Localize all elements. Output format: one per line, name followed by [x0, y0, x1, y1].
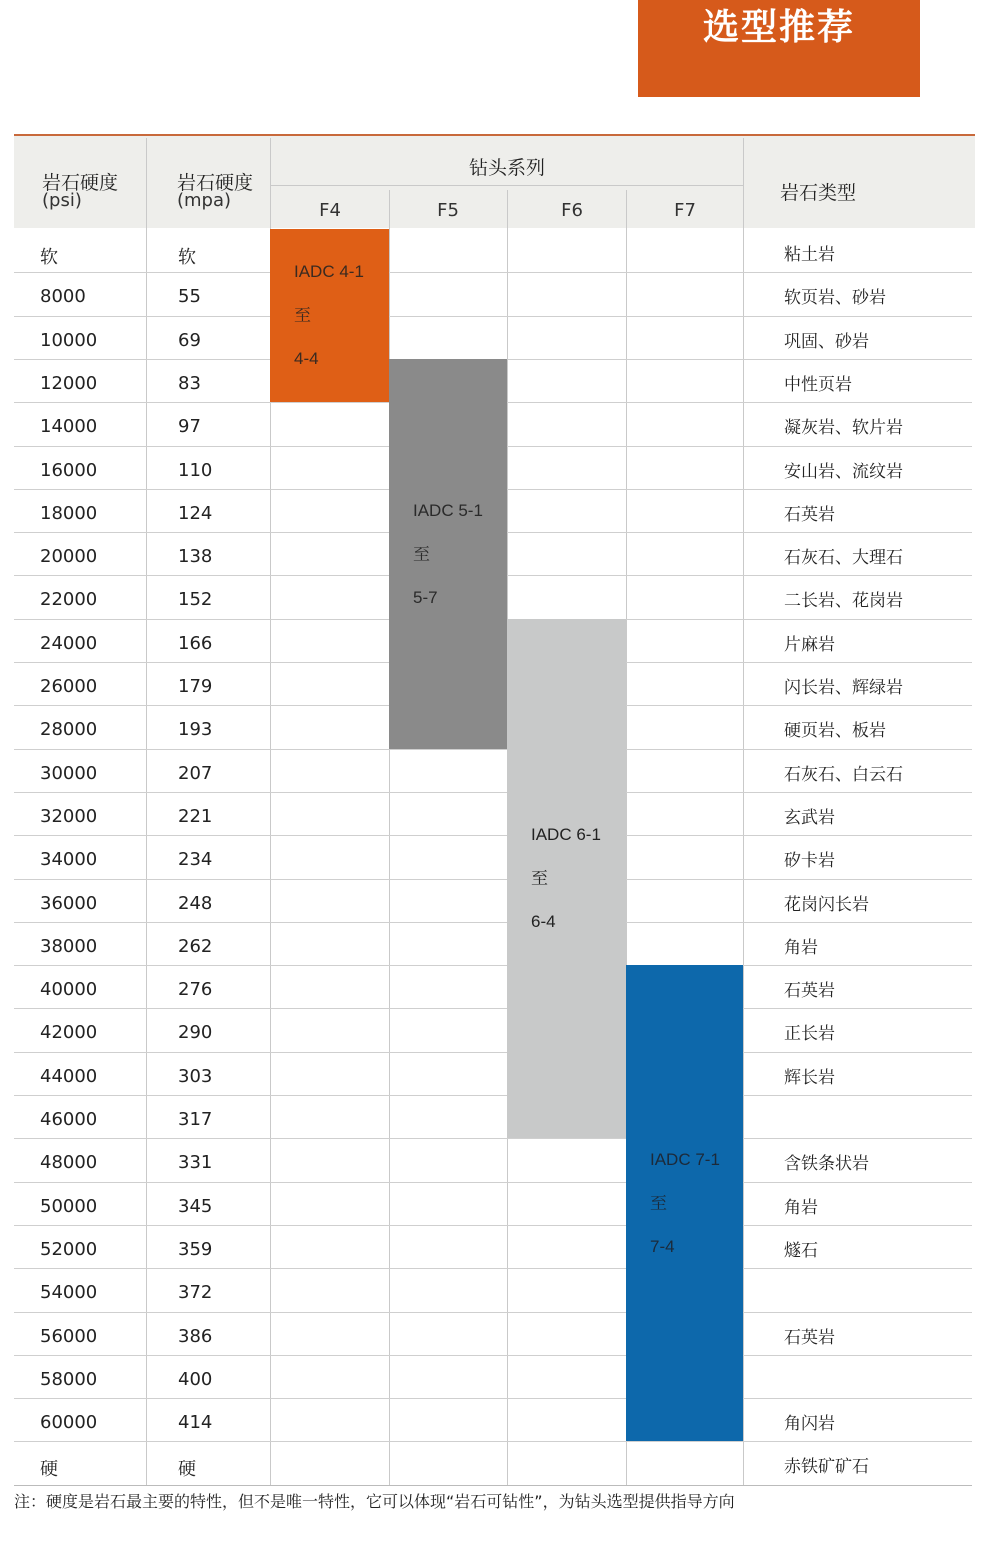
rock-type: 矽卡岩: [784, 851, 835, 871]
mpa-value: 124: [178, 503, 213, 524]
psi-value: 42000: [40, 1022, 98, 1043]
mpa-value: 345: [178, 1196, 213, 1217]
header-psi-label: 岩石硬度: [42, 172, 119, 194]
table-row-divider: [14, 1355, 972, 1356]
mpa-value: 262: [178, 936, 213, 957]
mpa-value: 207: [178, 763, 213, 784]
psi-value: 32000: [40, 806, 98, 827]
mpa-value: 软: [178, 247, 196, 268]
rock-type: 巩固、砂岩: [784, 332, 869, 352]
rock-type: 燧石: [784, 1241, 818, 1261]
rock-type: 石英岩: [784, 505, 835, 525]
psi-value: 30000: [40, 763, 98, 784]
psi-value: 软: [40, 247, 58, 268]
iadc-range-line1: IADC 7-1: [650, 1150, 720, 1169]
mpa-value: 221: [178, 806, 213, 827]
mpa-value: 55: [178, 286, 201, 307]
mpa-value: 290: [178, 1022, 213, 1043]
psi-value: 8000: [40, 286, 86, 307]
table-row-divider: [14, 1268, 972, 1269]
iadc-range-line3: 4-4: [294, 349, 319, 368]
rock-type: 二长岩、花岗岩: [784, 591, 903, 611]
mpa-value: 110: [178, 460, 213, 481]
rock-type: 花岗闪长岩: [784, 895, 869, 915]
psi-value: 54000: [40, 1282, 98, 1303]
psi-value: 56000: [40, 1326, 98, 1347]
table-row-divider: [14, 1138, 972, 1139]
mpa-value: 83: [178, 373, 201, 394]
rock-type: 安山岩、流纹岩: [784, 462, 903, 482]
iadc-range-label: [531, 813, 601, 944]
rock-type: 石英岩: [784, 981, 835, 1001]
table-row-divider: [14, 922, 972, 923]
header-series-f4: F4: [319, 200, 341, 221]
psi-value: 40000: [40, 979, 98, 1000]
rock-type: 石灰石、大理石: [784, 548, 903, 568]
mpa-value: 372: [178, 1282, 213, 1303]
table-row-divider: [14, 792, 972, 793]
psi-value: 22000: [40, 589, 98, 610]
mpa-value: 317: [178, 1109, 213, 1130]
rock-type: 硬页岩、板岩: [784, 721, 886, 741]
iadc-range-label: [294, 250, 364, 381]
mpa-value: 152: [178, 589, 213, 610]
table-row-divider: [14, 965, 972, 966]
header-psi-unit: (psi): [42, 190, 82, 211]
mpa-value: 97: [178, 416, 201, 437]
psi-value: 60000: [40, 1412, 98, 1433]
header-series-f7: F7: [674, 200, 696, 221]
table-row-divider: [14, 1398, 972, 1399]
psi-value: 58000: [40, 1369, 98, 1390]
psi-value: 46000: [40, 1109, 98, 1130]
rock-type: 角闪岩: [784, 1414, 835, 1434]
psi-value: 44000: [40, 1066, 98, 1087]
table-row-divider: [14, 835, 972, 836]
mpa-value: 359: [178, 1239, 213, 1260]
mpa-value: 331: [178, 1152, 213, 1173]
table-row-divider: [14, 749, 972, 750]
mpa-value: 248: [178, 893, 213, 914]
header-series-f6: F6: [561, 200, 583, 221]
rock-type: 正长岩: [784, 1024, 835, 1044]
table-row-divider: [14, 1052, 972, 1053]
iadc-range-line3: 6-4: [531, 912, 556, 931]
iadc-range-label: [413, 489, 483, 620]
mpa-value: 276: [178, 979, 213, 1000]
rock-type: 石英岩: [784, 1328, 835, 1348]
psi-value: 10000: [40, 330, 98, 351]
table-row-divider: [14, 1182, 972, 1183]
psi-value: 20000: [40, 546, 98, 567]
table-column-divider: [146, 138, 147, 1485]
psi-value: 52000: [40, 1239, 98, 1260]
iadc-range-line3: 7-4: [650, 1237, 675, 1256]
rock-type: 辉长岩: [784, 1068, 835, 1088]
table-row-divider: [14, 1008, 972, 1009]
psi-value: 14000: [40, 416, 98, 437]
iadc-range-line2: 至: [413, 544, 430, 564]
table-column-divider: [743, 138, 744, 1485]
mpa-value: 179: [178, 676, 213, 697]
table-row-divider: [14, 1441, 972, 1442]
psi-value: 50000: [40, 1196, 98, 1217]
mpa-value: 414: [178, 1412, 213, 1433]
header-series-f5: F5: [437, 200, 459, 221]
mpa-value: 303: [178, 1066, 213, 1087]
iadc-range-line2: 至: [650, 1193, 667, 1213]
rock-type: 赤铁矿矿石: [784, 1457, 869, 1477]
header-mpa-unit: (mpa): [177, 190, 232, 211]
rock-type: 石灰石、白云石: [784, 765, 903, 785]
psi-value: 48000: [40, 1152, 98, 1173]
mpa-value: 138: [178, 546, 213, 567]
psi-value: 12000: [40, 373, 98, 394]
table-bottom-rule: [14, 1485, 972, 1486]
psi-value: 28000: [40, 719, 98, 740]
header-bit-series: 钻头系列: [468, 157, 545, 179]
header-divider: [270, 185, 744, 186]
iadc-range-line1: IADC 5-1: [413, 501, 483, 520]
mpa-value: 166: [178, 633, 213, 654]
table-row-divider: [14, 272, 972, 273]
rock-type: 凝灰岩、软片岩: [784, 418, 903, 438]
rock-type: 闪长岩、辉绿岩: [784, 678, 903, 698]
page-title: 选型推荐: [638, 0, 920, 97]
mpa-value: 69: [178, 330, 201, 351]
iadc-range-line2: 至: [294, 305, 311, 325]
mpa-value: 386: [178, 1326, 213, 1347]
iadc-range-line3: 5-7: [413, 588, 438, 607]
mpa-value: 193: [178, 719, 213, 740]
table-row-divider: [14, 879, 972, 880]
psi-value: 34000: [40, 849, 98, 870]
header-mpa-label: 岩石硬度: [177, 172, 254, 194]
iadc-range-line2: 至: [531, 868, 548, 888]
mpa-value: 硬: [178, 1459, 196, 1480]
rock-type: 片麻岩: [784, 635, 835, 655]
psi-value: 36000: [40, 893, 98, 914]
rock-type: 玄武岩: [784, 808, 835, 828]
iadc-range-label: [650, 1138, 720, 1269]
mpa-value: 400: [178, 1369, 213, 1390]
psi-value: 硬: [40, 1459, 58, 1480]
footnote: 注：硬度是岩石最主要的特性，但不是唯一特性，它可以体现“岩石可钻性”，为钻头选型提供指导方向: [14, 1492, 735, 1511]
psi-value: 16000: [40, 460, 98, 481]
table-row-divider: [14, 316, 972, 317]
iadc-range-line1: IADC 6-1: [531, 825, 601, 844]
iadc-range-line1: IADC 4-1: [294, 262, 364, 281]
rock-type: 粘土岩: [784, 245, 835, 265]
rock-type: 软页岩、砂岩: [784, 288, 886, 308]
rock-type: 角岩: [784, 938, 818, 958]
table-row-divider: [14, 1225, 972, 1226]
rock-type: 含铁条状岩: [784, 1154, 869, 1174]
table-row-divider: [14, 1312, 972, 1313]
rock-type: 中性页岩: [784, 375, 852, 395]
psi-value: 18000: [40, 503, 98, 524]
psi-value: 24000: [40, 633, 98, 654]
psi-value: 26000: [40, 676, 98, 697]
psi-value: 38000: [40, 936, 98, 957]
rock-type: 角岩: [784, 1198, 818, 1218]
header-rock-type: 岩石类型: [780, 182, 857, 204]
table-row-divider: [14, 1095, 972, 1096]
mpa-value: 234: [178, 849, 213, 870]
